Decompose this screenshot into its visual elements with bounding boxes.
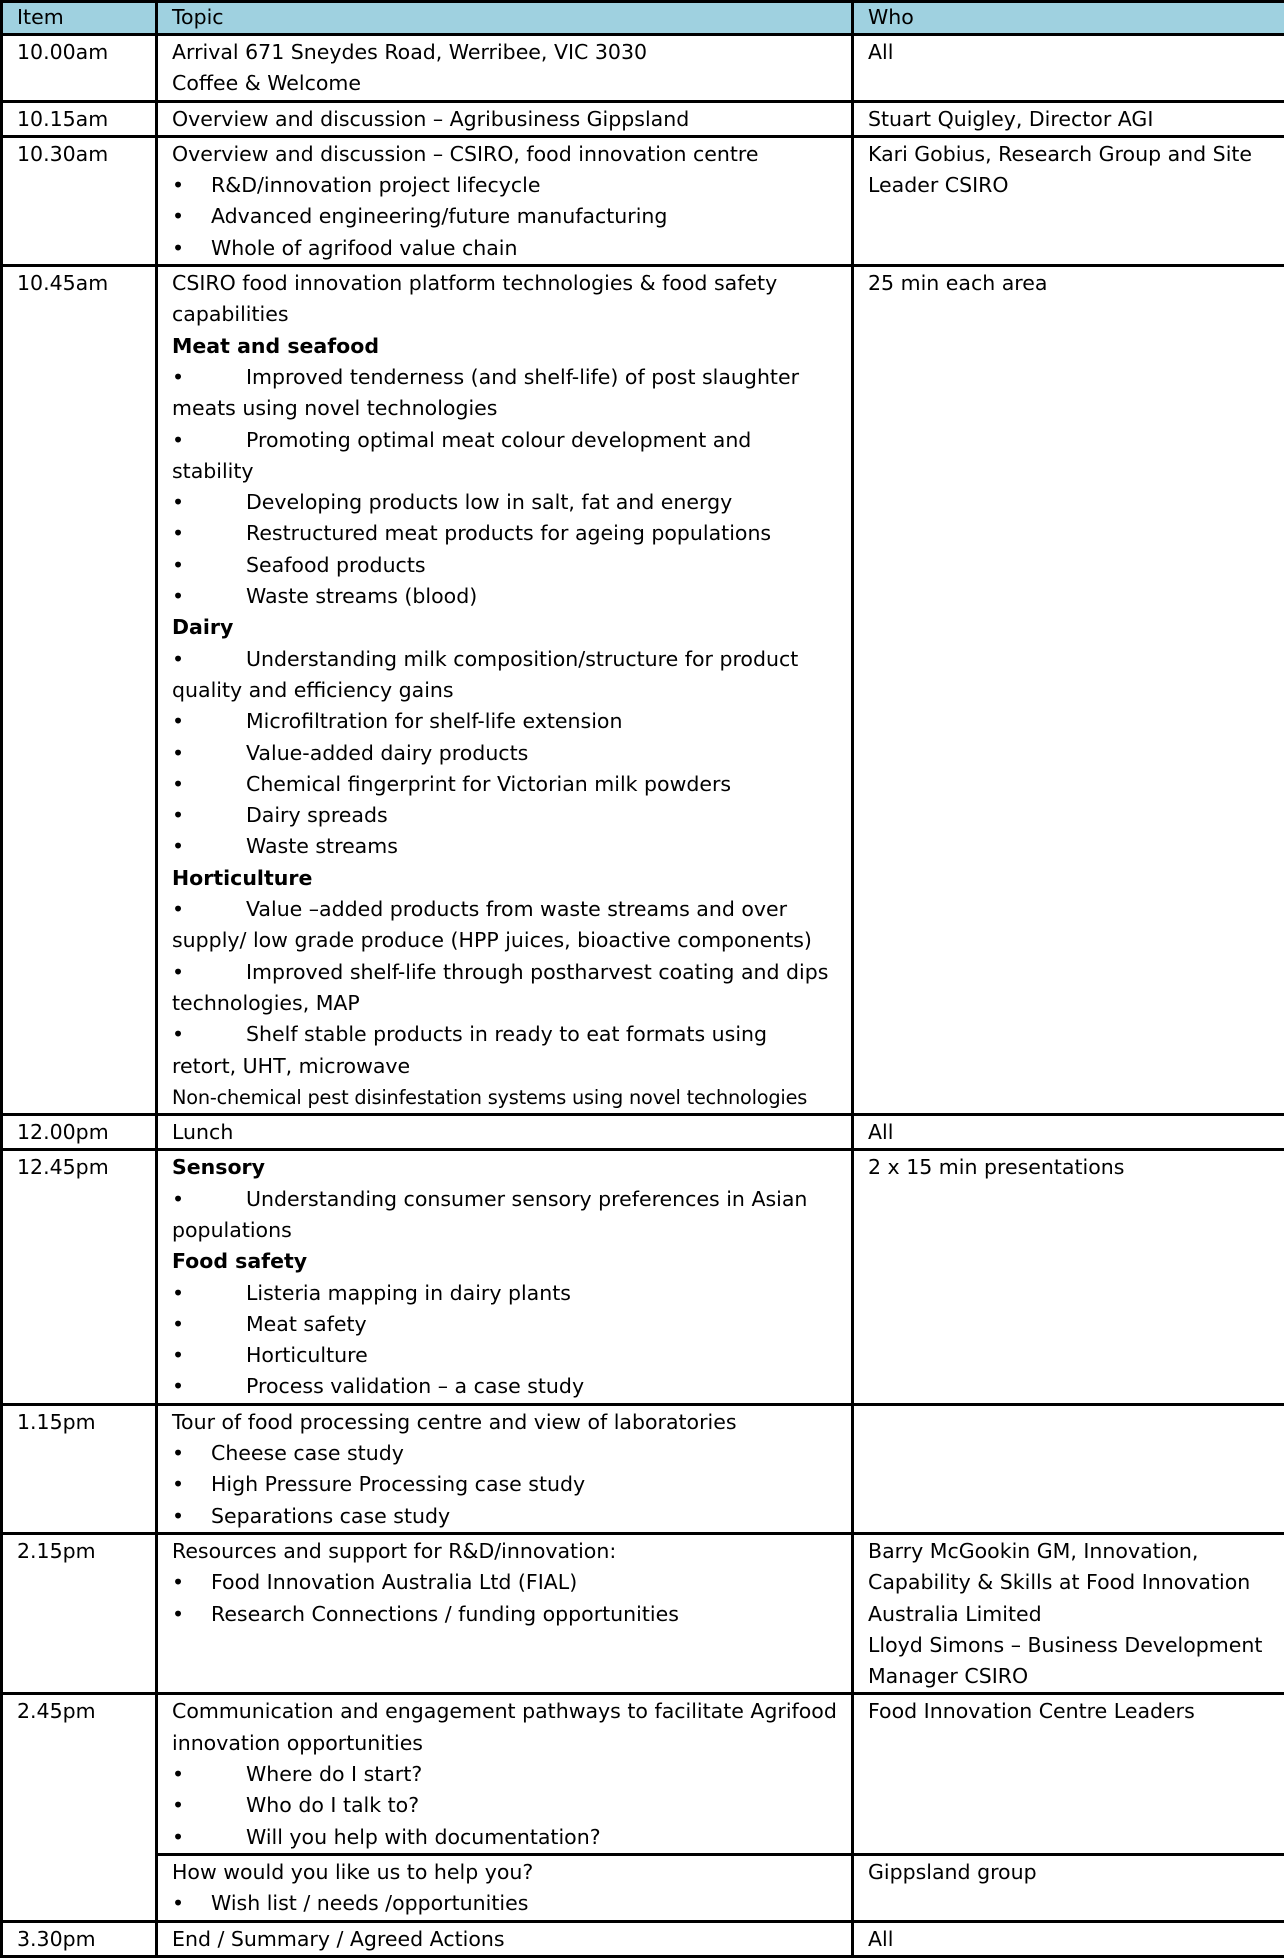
list-item: • Will you help with documentation? bbox=[172, 1822, 837, 1853]
bullet-icon: • bbox=[172, 738, 246, 769]
list-item: • Value –added products from waste streams and over supply/ low grade produce (HPP juices, bioactive components) bbox=[172, 894, 837, 957]
table-row bbox=[2, 266, 1284, 1115]
bullet-icon: • bbox=[172, 1599, 184, 1630]
table-row bbox=[2, 1150, 1284, 1404]
header-topic: Topic bbox=[157, 2, 853, 35]
bullet-icon: • bbox=[172, 487, 246, 518]
list-item: • Wish list / needs /opportunities bbox=[172, 1888, 837, 1919]
list-item: • Understanding milk composition/structure for product quality and efficiency gains bbox=[172, 644, 837, 707]
section-heading: Meat and seafood bbox=[172, 331, 837, 362]
who-line: Gippsland group bbox=[868, 1857, 1270, 1888]
item-cell: 12.00pm bbox=[2, 1115, 157, 1150]
list-item: • Microfiltration for shelf-life extension bbox=[172, 706, 837, 737]
list-item: • Restructured meat products for ageing populations bbox=[172, 518, 837, 549]
topic-cell bbox=[157, 101, 853, 136]
bullet-icon: • bbox=[172, 362, 246, 393]
topic-line: Communication and engagement pathways to facilitate Agrifood innovation opportunities bbox=[172, 1696, 837, 1759]
list-item: • Improved shelf-life through postharvest coating and dips technologies, MAP bbox=[172, 957, 837, 1020]
list-item: • Who do I talk to? bbox=[172, 1790, 837, 1821]
topic-line: Lunch bbox=[172, 1117, 837, 1148]
topic-cell bbox=[157, 136, 853, 265]
list-item: • Value-added dairy products bbox=[172, 738, 837, 769]
bullet-icon: • bbox=[172, 1501, 184, 1532]
who-cell bbox=[853, 1115, 1284, 1150]
list-item: • Developing products low in salt, fat and energy bbox=[172, 487, 837, 518]
who-cell bbox=[853, 101, 1284, 136]
bullet-icon: • bbox=[172, 1822, 246, 1853]
who-cell bbox=[853, 1404, 1284, 1533]
list-item: • Dairy spreads bbox=[172, 800, 837, 831]
bullet-icon: • bbox=[172, 1019, 246, 1050]
who-cell bbox=[853, 266, 1284, 1115]
bullet-icon: • bbox=[172, 170, 184, 201]
item-cell: 3.30pm bbox=[2, 1921, 157, 1956]
bullet-icon: • bbox=[172, 1184, 246, 1215]
list-item: • R&D/innovation project lifecycle bbox=[172, 170, 837, 201]
list-item: • Cheese case study bbox=[172, 1438, 837, 1469]
list-item: • Improved tenderness (and shelf-life) of post slaughter meats using novel technologies bbox=[172, 362, 837, 425]
list-item: • Seafood products bbox=[172, 550, 837, 581]
topic-cell bbox=[157, 1533, 853, 1693]
topic-cell bbox=[157, 35, 853, 102]
bullet-icon: • bbox=[172, 1567, 184, 1598]
section-heading: Dairy bbox=[172, 612, 837, 643]
list-item: • Advanced engineering/future manufacturing bbox=[172, 201, 837, 232]
who-cell bbox=[853, 1694, 1284, 1854]
bullet-icon: • bbox=[172, 1888, 184, 1919]
topic-cell bbox=[157, 1921, 853, 1956]
bullet-icon: • bbox=[172, 1790, 246, 1821]
topic-line: Coffee & Welcome bbox=[172, 68, 837, 99]
table-row bbox=[2, 1533, 1284, 1693]
bullet-icon: • bbox=[172, 201, 184, 232]
list-item: • Listeria mapping in dairy plants bbox=[172, 1278, 837, 1309]
bullet-icon: • bbox=[172, 1438, 184, 1469]
list-item: • Research Connections / funding opportunities bbox=[172, 1599, 837, 1630]
bullet-icon: • bbox=[172, 518, 246, 549]
who-line: 2 x 15 min presentations bbox=[868, 1152, 1270, 1183]
list-item: • High Pressure Processing case study bbox=[172, 1469, 837, 1500]
bullet-icon: • bbox=[172, 1469, 184, 1500]
topic-cell bbox=[157, 1404, 853, 1533]
topic-cell bbox=[157, 266, 853, 1115]
section-heading: Sensory bbox=[172, 1152, 837, 1183]
section-heading: Horticulture bbox=[172, 863, 837, 894]
bullet-icon: • bbox=[172, 1759, 246, 1790]
list-item: • Shelf stable products in ready to eat formats using retort, UHT, microwave bbox=[172, 1019, 837, 1082]
list-item: • Separations case study bbox=[172, 1501, 837, 1532]
who-line: All bbox=[868, 1924, 1270, 1955]
topic-line: How would you like us to help you? bbox=[172, 1857, 837, 1888]
item-cell: 10.30am bbox=[2, 136, 157, 265]
item-cell: 12.45pm bbox=[2, 1150, 157, 1404]
who-cell bbox=[853, 1921, 1284, 1956]
list-item: • Chemical fingerprint for Victorian milk powders bbox=[172, 769, 837, 800]
topic-cell bbox=[157, 1694, 853, 1854]
who-cell bbox=[853, 1854, 1284, 1921]
topic-outro: Non-chemical pest disinfestation systems using novel technologies bbox=[172, 1082, 837, 1113]
bullet-icon: • bbox=[172, 425, 246, 456]
list-item: • Waste streams bbox=[172, 831, 837, 862]
header-who: Who bbox=[853, 2, 1284, 35]
list-item: • Horticulture bbox=[172, 1340, 837, 1371]
topic-line: Overview and discussion – Agribusiness Gippsland bbox=[172, 104, 837, 135]
topic-line: Tour of food processing centre and view of laboratories bbox=[172, 1407, 837, 1438]
bullet-icon: • bbox=[172, 1309, 246, 1340]
bullet-icon: • bbox=[172, 706, 246, 737]
topic-intro: CSIRO food innovation platform technologies & food safety capabilities bbox=[172, 268, 837, 331]
bullet-icon: • bbox=[172, 1371, 246, 1402]
item-cell: 10.00am bbox=[2, 35, 157, 102]
list-item: • Food Innovation Australia Ltd (FIAL) bbox=[172, 1567, 837, 1598]
table-row bbox=[2, 136, 1284, 265]
who-cell bbox=[853, 1150, 1284, 1404]
bullet-icon: • bbox=[172, 1278, 246, 1309]
table-row bbox=[2, 1694, 1284, 1854]
list-item: • Where do I start? bbox=[172, 1759, 837, 1790]
topic-cell bbox=[157, 1150, 853, 1404]
who-line: Food Innovation Centre Leaders bbox=[868, 1696, 1270, 1727]
topic-cell bbox=[157, 1115, 853, 1150]
bullet-icon: • bbox=[172, 581, 246, 612]
table-row bbox=[2, 1404, 1284, 1533]
topic-cell bbox=[157, 1854, 853, 1921]
table-row bbox=[2, 35, 1284, 102]
bullet-icon: • bbox=[172, 957, 246, 988]
who-line: Kari Gobius, Research Group and Site Leader CSIRO bbox=[868, 139, 1270, 202]
table-row bbox=[2, 101, 1284, 136]
bullet-icon: • bbox=[172, 831, 246, 862]
table-row bbox=[2, 1115, 1284, 1150]
bullet-icon: • bbox=[172, 550, 246, 581]
bullet-icon: • bbox=[172, 800, 246, 831]
header-item: Item bbox=[2, 2, 157, 35]
who-line: Stuart Quigley, Director AGI bbox=[868, 104, 1270, 135]
bullet-icon: • bbox=[172, 769, 246, 800]
who-line: All bbox=[868, 1117, 1270, 1148]
item-cell: 2.15pm bbox=[2, 1533, 157, 1693]
who-cell bbox=[853, 136, 1284, 265]
topic-line: Overview and discussion – CSIRO, food innovation centre bbox=[172, 139, 837, 170]
topic-line: End / Summary / Agreed Actions bbox=[172, 1924, 837, 1955]
bullet-icon: • bbox=[172, 1340, 246, 1371]
item-cell: 2.45pm bbox=[2, 1694, 157, 1921]
list-item: • Whole of agrifood value chain bbox=[172, 233, 837, 264]
bullet-icon: • bbox=[172, 233, 184, 264]
bullet-icon: • bbox=[172, 644, 246, 675]
list-item: • Promoting optimal meat colour development and stability bbox=[172, 425, 837, 488]
who-cell bbox=[853, 1533, 1284, 1693]
bullet-icon: • bbox=[172, 894, 246, 925]
who-line: Barry McGookin GM, Innovation, Capability & Skills at Food Innovation Australia Limited bbox=[868, 1536, 1270, 1630]
item-cell: 10.15am bbox=[2, 101, 157, 136]
item-cell: 1.15pm bbox=[2, 1404, 157, 1533]
who-line: 25 min each area bbox=[868, 268, 1270, 299]
topic-line: Arrival 671 Sneydes Road, Werribee, VIC 3030 bbox=[172, 37, 837, 68]
topic-line: Resources and support for R&D/innovation: bbox=[172, 1536, 837, 1567]
list-item: • Waste streams (blood) bbox=[172, 581, 837, 612]
who-line: Lloyd Simons – Business Development Manager CSIRO bbox=[868, 1630, 1270, 1693]
table-row bbox=[2, 1921, 1284, 1956]
table-row bbox=[2, 1854, 1284, 1921]
header-row bbox=[2, 2, 1284, 35]
list-item: • Process validation – a case study bbox=[172, 1371, 837, 1402]
section-heading: Food safety bbox=[172, 1246, 837, 1277]
who-cell bbox=[853, 35, 1284, 102]
who-line: All bbox=[868, 37, 1270, 68]
list-item: • Understanding consumer sensory preferences in Asian populations bbox=[172, 1184, 837, 1247]
list-item: • Meat safety bbox=[172, 1309, 837, 1340]
item-cell: 10.45am bbox=[2, 266, 157, 1115]
